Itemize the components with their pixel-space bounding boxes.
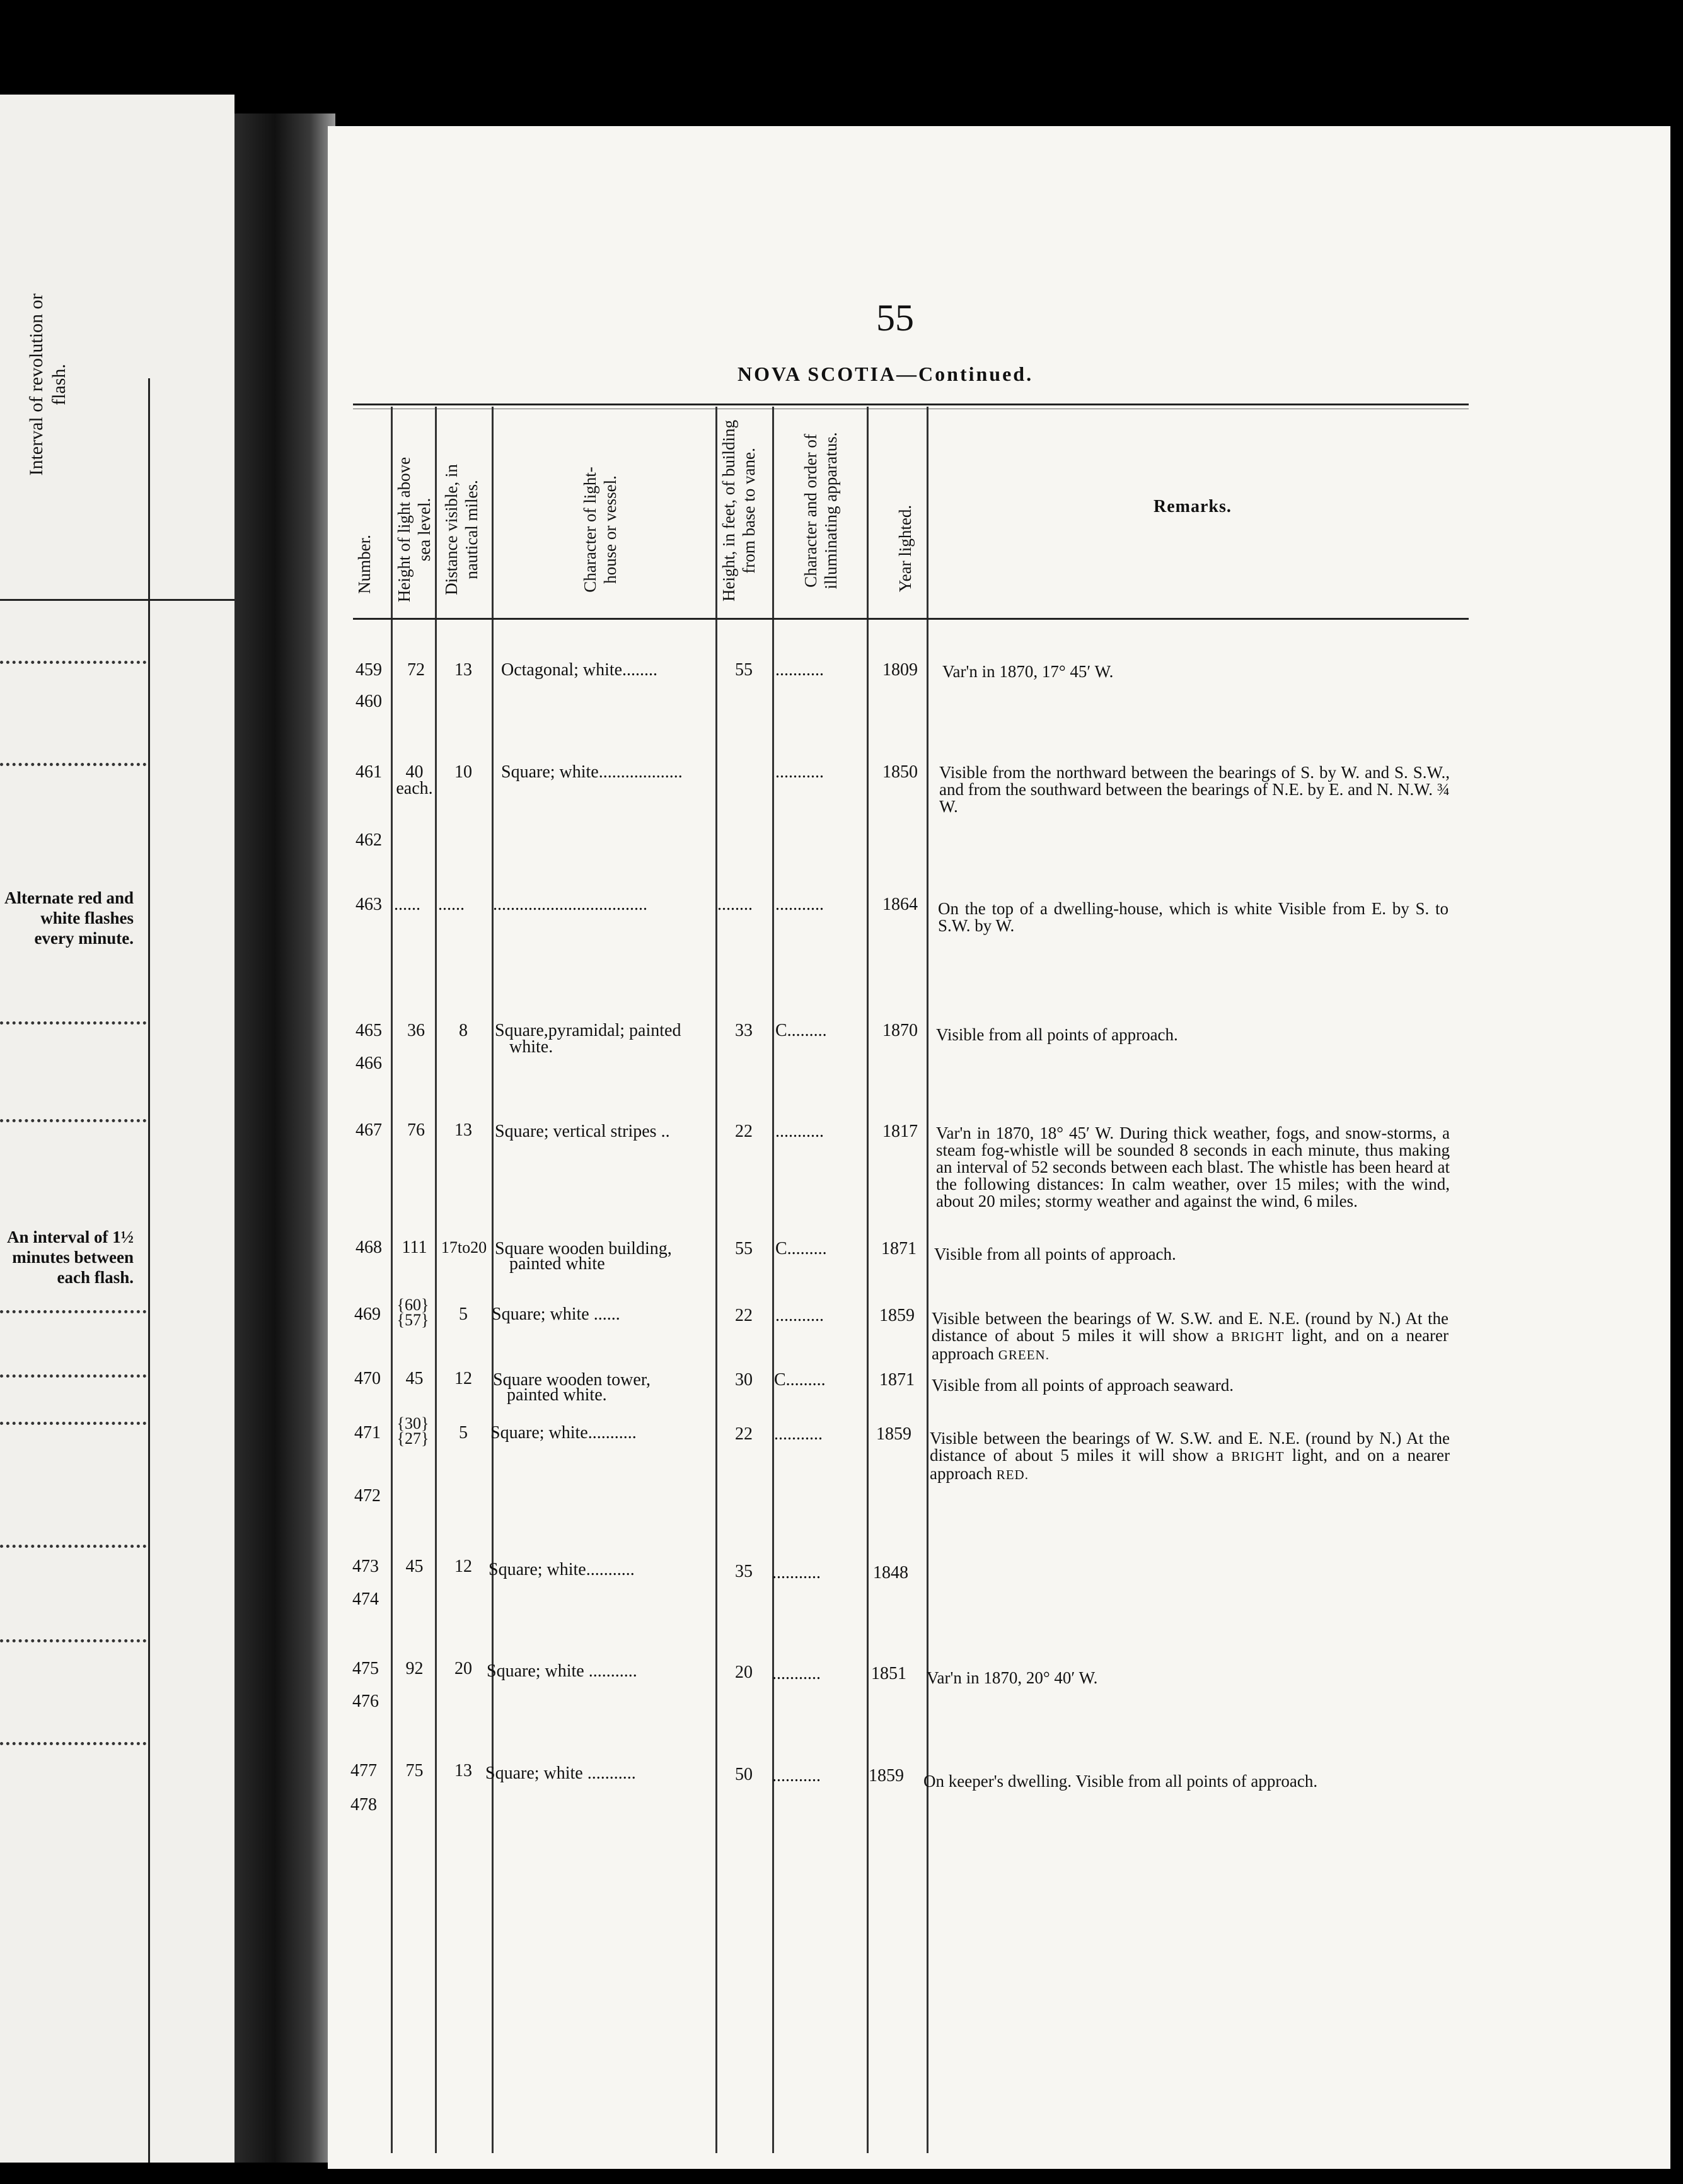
row-distance: ......: [438, 895, 465, 914]
row-number: 477: [350, 1761, 377, 1780]
left-dot-leader: [0, 1422, 146, 1425]
row-remarks: Var'n in 1870, 18° 45′ W. During thick weather, fogs, and snow-storms, a steam fog-whistle will be sounded 8 seconds in each minute, thus making an interval of 52 seconds between each blast. The whistle has been heard at the following distances: In calm weather, over 15 miles; with the wind, about 20 miles; stormy weather and against the wind, 6 miles.: [936, 1124, 1450, 1211]
row-apparatus: ...........: [775, 895, 824, 914]
row-year: 1871: [879, 1370, 915, 1390]
row-remarks: Visible from the northward between the bearings of S. by W. and S. S.W., and from the southward between the bearings of N.E. by E. and N. N.W. ¾ W.: [939, 763, 1450, 816]
left-note-2: An interval of 1½ minutes between each flash.: [7, 1228, 134, 1287]
row-height: 92: [405, 1659, 424, 1678]
row-year: 1864: [882, 895, 918, 914]
left-facing-page: [0, 95, 234, 2163]
row-height-note: each.: [396, 779, 433, 798]
row-building-height: 55: [735, 660, 753, 680]
row-height: 36: [407, 1021, 425, 1040]
row-distance: 12: [454, 1557, 472, 1576]
row-apparatus: C.........: [775, 1021, 827, 1040]
row-apparatus: ...........: [774, 1424, 823, 1444]
row-apparatus: C.........: [774, 1370, 826, 1390]
row-number: 478: [350, 1795, 377, 1815]
header-year: Year lighted.: [896, 504, 915, 593]
row-building-height: 22: [735, 1306, 753, 1325]
row-building-height: 55: [735, 1239, 753, 1258]
row-apparatus: ...........: [772, 1563, 821, 1583]
row-height: 45: [405, 1369, 424, 1388]
row-year: 1809: [882, 660, 918, 680]
left-dot-leader: [0, 1742, 146, 1745]
row-building-height: ........: [717, 895, 753, 914]
row-number: 470: [354, 1369, 381, 1388]
row-remarks: Visible from all points of approach.: [936, 1025, 1178, 1044]
row-character: Square; white...................: [501, 762, 683, 782]
row-apparatus: ...........: [772, 1766, 821, 1786]
row-apparatus: ...........: [775, 762, 824, 782]
left-header-rule: [0, 599, 234, 601]
header-apparatus: Character and order of illuminating apparatus.: [801, 432, 840, 590]
row-number: 476: [352, 1692, 379, 1711]
row-height: {60}: [396, 1296, 429, 1314]
row-character: Square,pyramidal; painted: [495, 1021, 681, 1040]
row-number: 474: [352, 1589, 379, 1609]
row-year: 1859: [879, 1306, 915, 1325]
row-character: Square; white...........: [490, 1423, 637, 1443]
header-number: Number.: [355, 535, 374, 594]
row-number: 475: [352, 1659, 379, 1678]
row-year: 1848: [873, 1563, 908, 1583]
row-character: Octagonal; white........: [501, 660, 658, 680]
left-dot-leader: [0, 1374, 146, 1378]
header-distance: Distance visible, in nautical miles.: [442, 464, 481, 595]
page-number: 55: [876, 297, 914, 339]
left-note-1: Alternate red and white flashes every minute.: [4, 888, 134, 948]
left-dot-leader: [0, 661, 146, 664]
row-building-height: 50: [735, 1765, 753, 1784]
row-remarks: Visible between the bearings of W. S.W. and E. N.E. (round by N.) At the distance of about 5 miles it will show a BRIGHT light, and on a nearer approach GREEN.: [932, 1309, 1449, 1363]
row-distance: 10: [454, 762, 472, 782]
row-height-alt: {27}: [396, 1429, 429, 1448]
row-distance: 13: [454, 660, 472, 680]
title-rule: [353, 404, 1469, 409]
row-year: 1850: [882, 762, 918, 782]
row-height-alt: {57}: [396, 1311, 429, 1329]
row-year: 1859: [869, 1766, 904, 1786]
row-number: 460: [356, 692, 382, 711]
row-number: 468: [356, 1238, 382, 1257]
row-number: 462: [356, 830, 382, 850]
row-remarks: Var'n in 1870, 17° 45′ W.: [942, 662, 1114, 681]
row-height: 72: [407, 660, 425, 680]
row-height: 75: [405, 1761, 424, 1780]
row-year: 1871: [881, 1239, 917, 1258]
row-character: Square wooden building,: [495, 1239, 672, 1258]
row-height: 45: [405, 1557, 424, 1576]
row-number: 459: [356, 660, 382, 680]
row-building-height: 30: [735, 1370, 753, 1390]
row-number: 461: [356, 762, 382, 782]
row-year: 1851: [871, 1664, 906, 1683]
row-remarks: Visible between the bearings of W. S.W. and E. N.E. (round by N.) At the distance of about 5 miles it will show a BRIGHT light, and on a nearer approach RED.: [930, 1429, 1450, 1483]
column-divider: [867, 407, 869, 2153]
left-dot-leader: [0, 1545, 146, 1548]
header-character: Character of light-house or vessel.: [581, 467, 620, 593]
row-character: Square wooden tower,: [493, 1370, 651, 1390]
row-height: 76: [407, 1120, 425, 1140]
column-divider: [927, 407, 928, 2153]
row-character-cont: painted white.: [507, 1385, 607, 1405]
page-title: NOVA SCOTIA—Continued.: [737, 363, 1034, 385]
row-apparatus: ...........: [772, 1664, 821, 1683]
row-character: Square; white ......: [492, 1304, 620, 1324]
row-height: ......: [394, 895, 420, 914]
row-number: 467: [356, 1120, 382, 1140]
row-character: Square; white ...........: [485, 1763, 636, 1783]
left-dot-leader: [0, 1119, 146, 1122]
row-year: 1817: [882, 1122, 918, 1141]
header-height: Height of light above sea level.: [395, 456, 434, 603]
row-remarks: Var'n in 1870, 20° 40′ W.: [927, 1668, 1098, 1687]
row-apparatus: ...........: [775, 1122, 824, 1141]
row-number: 471: [354, 1423, 381, 1443]
row-year: 1859: [876, 1424, 911, 1444]
book-gutter-shadow: [234, 113, 335, 2163]
column-divider: [391, 407, 393, 2153]
header-building-height: Height, in feet, of building from base to vane.: [719, 420, 758, 601]
row-distance: 5: [459, 1423, 468, 1443]
row-building-height: 35: [735, 1562, 753, 1581]
row-number: 469: [354, 1304, 381, 1324]
row-height: 40: [405, 762, 424, 782]
row-distance: 8: [459, 1021, 468, 1040]
left-column-rule: [148, 378, 150, 2163]
row-height: {30}: [396, 1414, 429, 1432]
row-number: 463: [356, 895, 382, 914]
row-character: Square; vertical stripes ..: [495, 1122, 670, 1141]
header-remarks: Remarks.: [1154, 497, 1232, 516]
row-number: 466: [356, 1054, 382, 1073]
row-character: ...................................: [493, 895, 647, 914]
row-apparatus: ...........: [775, 660, 824, 680]
row-remarks: On the top of a dwelling-house, which is white Visible from E. by S. to S.W. by W.: [938, 899, 1449, 935]
row-apparatus: C.........: [775, 1239, 827, 1258]
header-rule: [353, 618, 1469, 620]
row-distance: 20: [454, 1659, 472, 1678]
row-height: 111: [402, 1238, 427, 1257]
row-character-cont: painted white: [509, 1254, 605, 1274]
row-number: 465: [356, 1021, 382, 1040]
row-apparatus: ...........: [775, 1306, 824, 1325]
row-year: 1870: [882, 1021, 918, 1040]
left-column-header: Interval of revolution or flash.: [26, 293, 69, 476]
left-dot-leader: [0, 1310, 146, 1313]
row-character: Square; white ...........: [487, 1661, 637, 1681]
row-distance: 17to20: [441, 1238, 487, 1257]
column-divider: [435, 407, 437, 2153]
row-distance: 13: [454, 1120, 472, 1140]
row-number: 473: [352, 1557, 379, 1576]
row-building-height: 22: [735, 1424, 753, 1444]
row-character: Square; white...........: [489, 1560, 635, 1579]
left-dot-leader: [0, 1639, 146, 1642]
row-building-height: 20: [735, 1663, 753, 1682]
row-number: 472: [354, 1486, 381, 1506]
row-distance: 13: [454, 1761, 472, 1780]
column-divider: [772, 407, 774, 2153]
row-remarks: On keeper's dwelling. Visible from all points of approach.: [923, 1772, 1318, 1791]
row-remarks: Visible from all points of approach seaward.: [932, 1376, 1234, 1395]
row-distance: 12: [454, 1369, 472, 1388]
row-character-cont: white.: [509, 1037, 553, 1057]
right-page: [328, 126, 1670, 2169]
column-divider: [492, 407, 494, 2153]
row-building-height: 33: [735, 1021, 753, 1040]
row-distance: 5: [459, 1304, 468, 1324]
row-remarks: Visible from all points of approach.: [934, 1245, 1176, 1263]
left-dot-leader: [0, 763, 146, 766]
left-dot-leader: [0, 1021, 146, 1025]
row-building-height: 22: [735, 1122, 753, 1141]
